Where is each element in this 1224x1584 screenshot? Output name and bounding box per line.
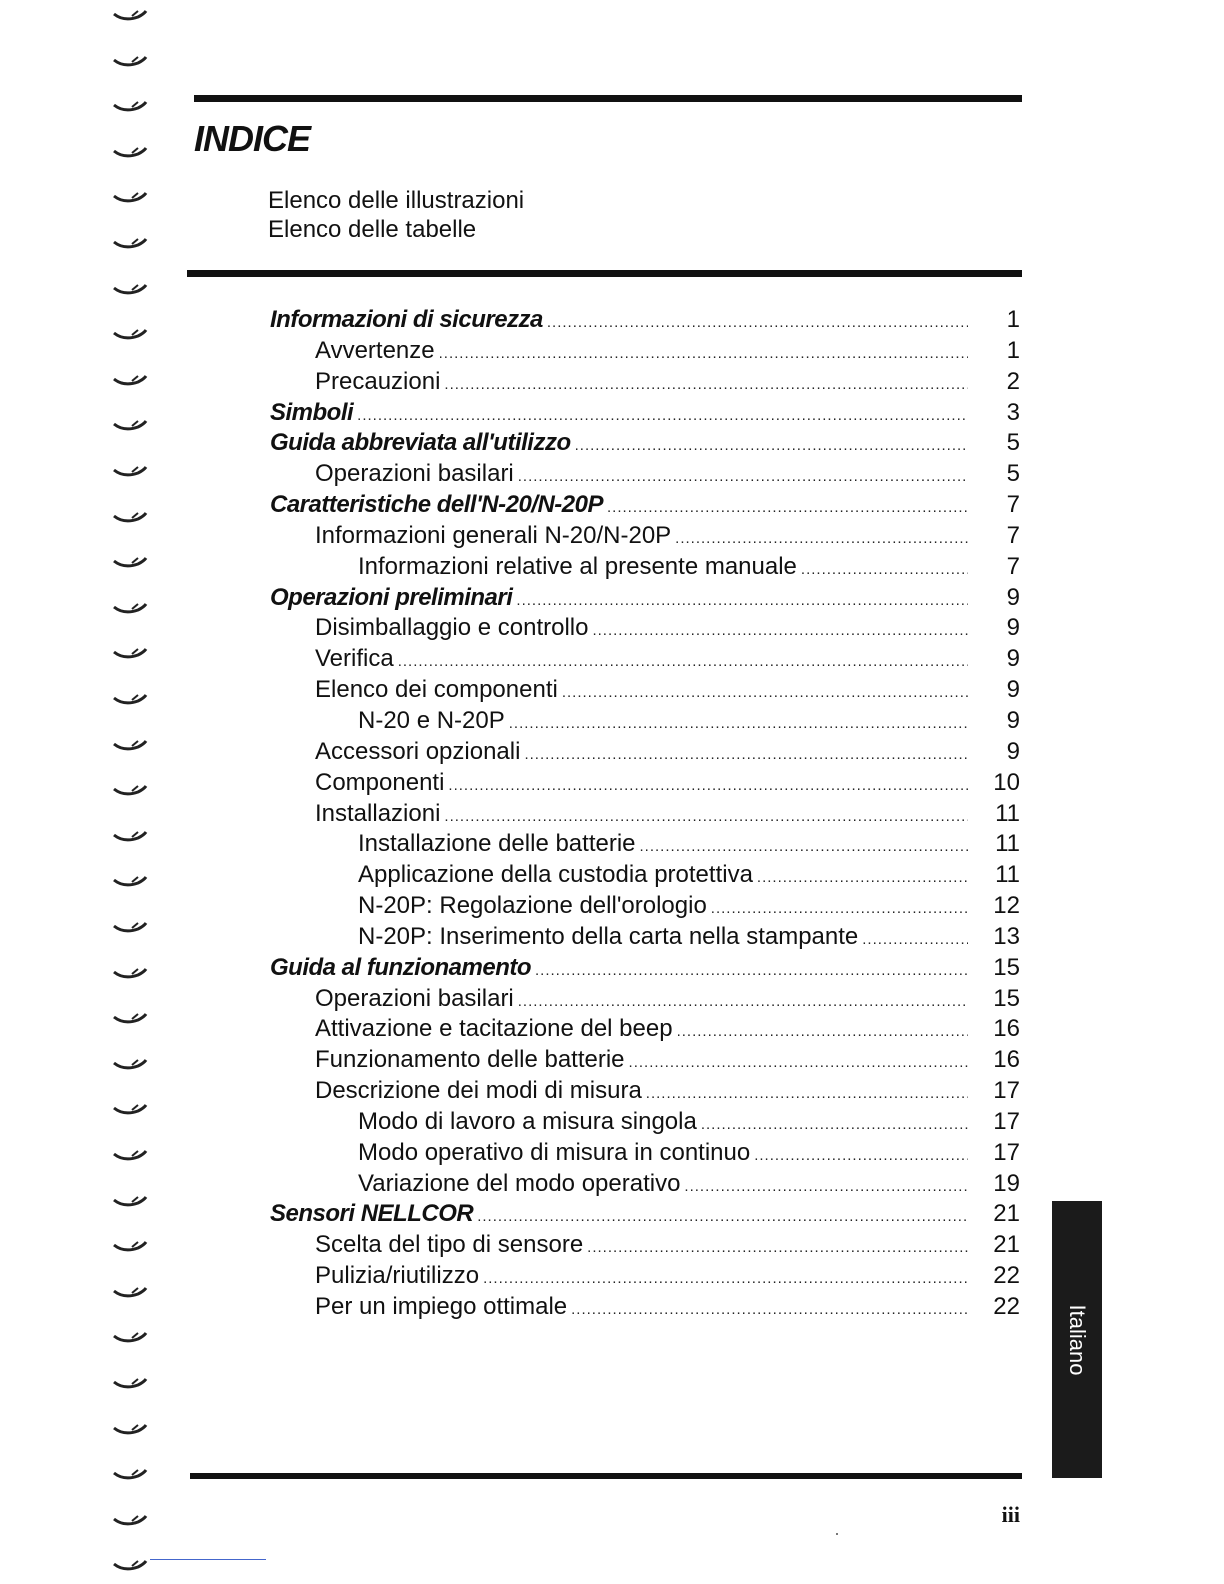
dot-leader (675, 524, 968, 555)
dot-leader (518, 987, 968, 1018)
binding-ring (112, 10, 148, 22)
toc-entry-page: 5 (1006, 460, 1020, 488)
binding-ring (112, 101, 148, 113)
table-of-contents (0, 305, 1224, 1323)
binding-ring (112, 56, 148, 68)
toc-entry-title: Pulizia/riutilizzo (315, 1262, 480, 1290)
dot-leader (518, 462, 968, 493)
toc-entry[interactable] (0, 860, 1224, 891)
toc-entry-title: Guida al funzionamento (270, 953, 532, 981)
toc-entry-title: Informazioni di sicurezza (270, 306, 543, 333)
toc-entry-page: 16 (993, 1015, 1020, 1043)
toc-entry-page: 17 (993, 1077, 1020, 1105)
toc-entry-page: 3 (1006, 398, 1020, 426)
toc-entry-title: N-20P: Inserimento della carta nella stampante (358, 922, 859, 950)
toc-entry-page: 11 (995, 830, 1020, 858)
toc-entry[interactable] (0, 1230, 1224, 1261)
toc-entry-title: Funzionamento delle batterie (315, 1046, 625, 1074)
toc-entry-title: Simboli (270, 398, 354, 426)
toc-entry[interactable] (0, 583, 1224, 614)
toc-entry[interactable] (0, 953, 1224, 984)
toc-entry[interactable] (0, 984, 1224, 1015)
toc-entry[interactable] (0, 521, 1224, 552)
toc-entry[interactable] (0, 1107, 1224, 1138)
binding-ring (112, 1332, 148, 1344)
language-tab-label: Italiano (1065, 1304, 1090, 1375)
scan-speck (836, 1533, 838, 1535)
toc-entry-title: Caratteristiche dell'N-20/N-20P (270, 491, 604, 519)
toc-entry[interactable] (0, 1076, 1224, 1107)
toc-entry-page: 1 (1006, 306, 1020, 333)
toc-entry-page: 9 (1006, 583, 1020, 611)
toc-entry-title: Operazioni basilari (315, 984, 514, 1012)
binding-ring (112, 1469, 148, 1481)
page-number: iii (1001, 1502, 1020, 1527)
toc-entry[interactable] (0, 1261, 1224, 1292)
binding-ring (112, 1424, 148, 1436)
toc-entry[interactable] (0, 1014, 1224, 1045)
toc-entry[interactable] (0, 891, 1224, 922)
section-rule (187, 270, 1022, 277)
toc-entry-title: Avvertenze (315, 336, 435, 364)
dot-leader (629, 1048, 968, 1079)
language-tab (1052, 1201, 1102, 1478)
top-rule (194, 95, 1022, 102)
dot-leader (516, 586, 968, 617)
toc-entry-title: Operazioni preliminari (270, 583, 513, 611)
toc-entry-page: 7 (1006, 552, 1020, 580)
dot-leader (677, 1017, 968, 1048)
dot-leader (684, 1172, 968, 1203)
toc-entry-title: Verifica (315, 645, 394, 673)
toc-entry-title: Scelta del tipo di sensore (315, 1231, 584, 1259)
toc-entry-page: 21 (993, 1200, 1020, 1228)
toc-entry-page: 16 (993, 1046, 1020, 1074)
bottom-rule (190, 1473, 1022, 1479)
toc-entry-page: 22 (993, 1262, 1020, 1290)
toc-entry-page: 11 (995, 799, 1020, 827)
toc-entry[interactable] (0, 706, 1224, 737)
toc-entry[interactable] (0, 1045, 1224, 1076)
toc-entry[interactable] (0, 613, 1224, 644)
toc-entry-page: 15 (993, 984, 1020, 1012)
binding-ring (112, 284, 148, 296)
toc-entry[interactable] (0, 428, 1224, 459)
binding-ring (112, 1515, 148, 1527)
binding-ring (112, 1378, 148, 1390)
dot-leader (711, 894, 968, 925)
toc-entry-page: 5 (1006, 429, 1020, 457)
toc-entry-title: Disimballaggio e controllo (315, 614, 589, 642)
dot-leader (547, 308, 968, 339)
toc-entry-page: 9 (1006, 676, 1020, 704)
dot-leader (701, 1110, 968, 1141)
toc-entry[interactable] (0, 459, 1224, 490)
toc-entry[interactable] (0, 490, 1224, 521)
toc-entry-title: Componenti (315, 768, 445, 796)
toc-entry-title: Accessori opzionali (315, 737, 521, 765)
toc-entry-page: 1 (1006, 336, 1020, 364)
dot-leader (646, 1079, 968, 1110)
dot-leader (398, 647, 968, 678)
toc-entry[interactable] (0, 737, 1224, 768)
dot-leader (575, 431, 968, 462)
dot-leader (509, 709, 968, 740)
dot-leader (587, 1233, 968, 1264)
toc-entry-title: Sensori NELLCOR (270, 1200, 474, 1228)
toc-entry[interactable] (0, 367, 1224, 398)
footer-line (150, 1559, 266, 1560)
toc-entry-page: 2 (1006, 367, 1020, 395)
toc-entry[interactable] (0, 799, 1224, 830)
toc-entry-title: Descrizione dei modi di misura (315, 1077, 642, 1105)
toc-entry-title: Variazione del modo operativo (358, 1169, 681, 1197)
toc-entry-title: Installazioni (315, 799, 441, 827)
toc-entry[interactable] (0, 305, 1224, 336)
dot-leader (477, 1202, 968, 1233)
toc-entry-title: Modo di lavoro a misura singola (358, 1107, 697, 1135)
dot-leader (483, 1264, 968, 1295)
toc-entry[interactable] (0, 1138, 1224, 1169)
front-matter-item: Elenco delle illustrazioni (268, 187, 525, 214)
toc-entry[interactable] (0, 675, 1224, 706)
toc-entry-page: 9 (1006, 614, 1020, 642)
binding-ring (112, 192, 148, 204)
toc-entry-page: 21 (993, 1231, 1020, 1259)
dot-leader (607, 493, 968, 524)
dot-leader (640, 832, 968, 863)
dot-leader (444, 802, 968, 833)
toc-entry-page: 17 (993, 1138, 1020, 1166)
toc-entry-title: N-20P: Regolazione dell'orologio (358, 892, 707, 920)
toc-entry-page: 22 (993, 1293, 1020, 1320)
toc-entry-title: Precauzioni (315, 367, 441, 395)
toc-entry[interactable] (0, 768, 1224, 799)
binding-ring (112, 238, 148, 250)
toc-entry-title: Elenco dei componenti (315, 676, 558, 704)
toc-entry[interactable] (0, 552, 1224, 583)
toc-entry-title: N-20 e N-20P (358, 706, 505, 734)
dot-leader (801, 555, 968, 586)
dot-leader (535, 956, 968, 987)
dot-leader (571, 1295, 968, 1326)
dot-leader (444, 370, 968, 401)
dot-leader (757, 863, 968, 894)
toc-entry[interactable] (0, 644, 1224, 675)
dot-leader (439, 339, 968, 370)
toc-entry-page: 11 (995, 861, 1020, 889)
toc-entry-page: 9 (1006, 645, 1020, 673)
toc-entry-page: 12 (993, 892, 1020, 920)
toc-entry[interactable] (0, 1169, 1224, 1200)
toc-entry-title: Applicazione della custodia protettiva (358, 861, 753, 889)
toc-entry[interactable] (0, 336, 1224, 367)
dot-leader (448, 771, 968, 802)
dot-leader (862, 925, 968, 956)
toc-entry-title: Attivazione e tacitazione del beep (315, 1015, 673, 1043)
toc-entry-title: Guida abbreviata all'utilizzo (270, 429, 571, 457)
front-matter-list (268, 186, 524, 244)
toc-entry-page: 9 (1006, 737, 1020, 765)
toc-entry[interactable] (0, 922, 1224, 953)
toc-entry-title: Modo operativo di misura in continuo (358, 1138, 751, 1166)
toc-entry-page: 15 (993, 953, 1020, 981)
toc-entry-page: 19 (993, 1169, 1020, 1197)
toc-entry-page: 13 (993, 922, 1020, 950)
page-title: INDICE (194, 118, 311, 159)
toc-entry[interactable] (0, 1292, 1224, 1323)
dot-leader (524, 740, 968, 771)
dot-leader (562, 678, 968, 709)
dot-leader (357, 401, 968, 432)
toc-entry[interactable] (0, 398, 1224, 429)
toc-entry-page: 10 (993, 768, 1020, 796)
toc-entry-page: 7 (1006, 491, 1020, 519)
toc-entry-page: 9 (1006, 706, 1020, 734)
toc-entry-page: 17 (993, 1107, 1020, 1135)
toc-entry[interactable] (0, 829, 1224, 860)
binding-ring (112, 1560, 148, 1572)
toc-entry-title: Installazione delle batterie (358, 830, 636, 858)
front-matter-item: Elenco delle tabelle (268, 216, 477, 243)
binding-ring (112, 147, 148, 159)
toc-entry-title: Operazioni basilari (315, 460, 514, 488)
toc-entry[interactable] (0, 1199, 1224, 1230)
toc-entry-title: Informazioni relative al presente manuale (358, 552, 797, 580)
dot-leader (754, 1141, 968, 1172)
dot-leader (592, 616, 968, 647)
toc-entry-title: Per un impiego ottimale (315, 1293, 568, 1320)
toc-entry-page: 7 (1006, 521, 1020, 549)
toc-entry-title: Informazioni generali N-20/N-20P (315, 521, 672, 549)
